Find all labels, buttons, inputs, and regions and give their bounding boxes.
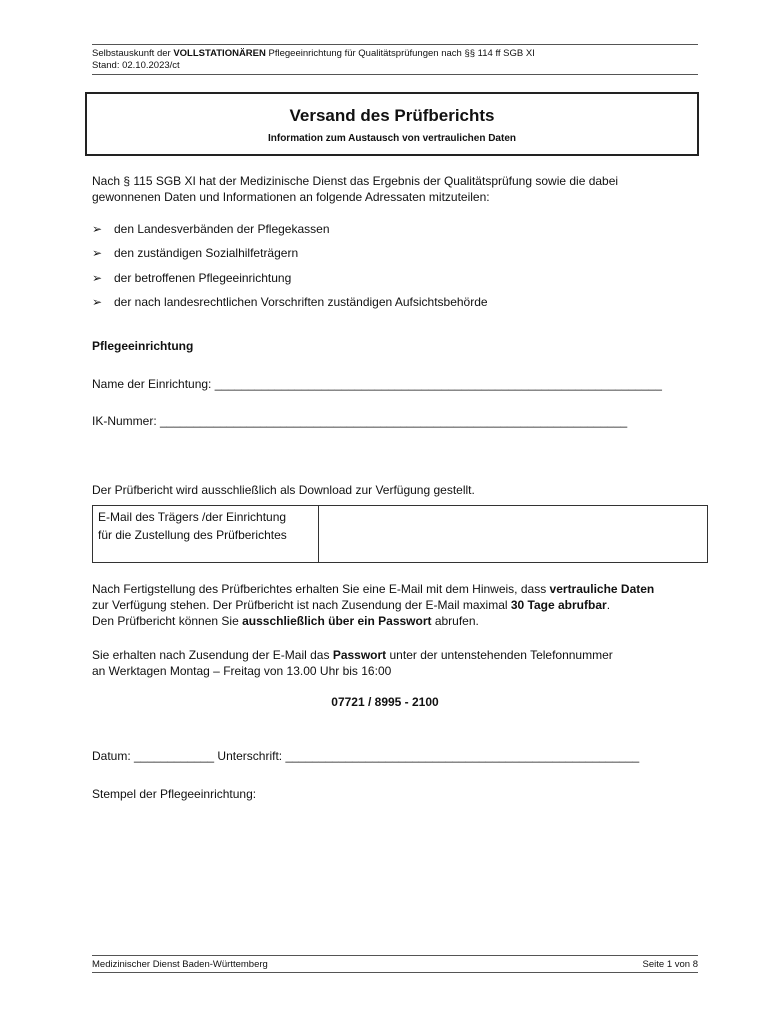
bullet-item: ➢ den zuständigen Sozialhilfeträgern (92, 246, 299, 260)
arrow-bullet-icon: ➢ (92, 246, 103, 260)
arrow-bullet-icon: ➢ (92, 271, 103, 285)
email-label-cell: E-Mail des Trägers /der Einrichtung für die Zustellung des Prüfberichtes (93, 506, 319, 562)
title-box (85, 92, 699, 156)
page-footer (92, 955, 698, 973)
arrow-bullet-icon: ➢ (92, 222, 103, 236)
email-table (92, 505, 708, 563)
bullet-item: ➢ der betroffenen Pflegeeinrichtung (92, 271, 292, 285)
phone-number: 07721 / 8995 - 2100 (331, 695, 439, 709)
intro-paragraph: Nach § 115 SGB XI hat der Medizinische Dienst das Ergebnis der Qualitätsprüfung sowie die dabei gewonnenen Daten und Informationen an folgende Adressaten mitzuteilen: (92, 174, 619, 204)
notification-paragraph: Nach Fertigstellung des Prüfberichtes erhalten Sie eine E-Mail mit dem Hinweis, dass vertrauliche Daten zur Verfügung stehen. Der Prüfbericht ist nach Zusendung der E-Mail maximal 30 Tage abrufbar. Den Prüfbericht können Sie ausschließlich über ein Passwort abrufen. (92, 582, 655, 628)
stamp-label: Stempel der Pflegeeinrichtung: (92, 787, 257, 801)
download-note: Der Prüfbericht wird ausschließlich als Download zur Verfügung gestellt. (92, 483, 475, 497)
page-subtitle: Information zum Austausch von vertraulichen Daten (267, 133, 516, 144)
page-title: Versand des Prüfberichts (289, 106, 495, 125)
footer-organization: Medizinischer Dienst Baden-Württemberg (92, 959, 268, 970)
bullet-item: ➢ den Landesverbänden der Pflegekassen (92, 222, 330, 236)
bullet-item: ➢ der nach landesrechtlichen Vorschriften zuständigen Aufsichtsbehörde (92, 295, 488, 309)
email-input-cell[interactable] (319, 506, 707, 562)
header-line-1: Selbstauskunft der VOLLSTATIONÄREN Pflegeeinrichtung für Qualitätsprüfungen nach §§ 114 ff SGB XI (92, 48, 535, 59)
arrow-bullet-icon: ➢ (92, 295, 103, 309)
section-title: Pflegeeinrichtung (92, 339, 194, 353)
signature-line[interactable]: Datum: ____________ Unterschrift: _____________________________________________________ (92, 749, 640, 763)
page-number: Seite 1 von 8 (642, 959, 698, 970)
page-header (92, 44, 698, 75)
facility-name-field[interactable]: Name der Einrichtung: ___________________________________________________________________ (92, 377, 662, 391)
ik-number-field[interactable]: IK-Nummer: ______________________________________________________________________ (92, 414, 628, 428)
header-line-2: Stand: 02.10.2023/ct (92, 60, 180, 71)
password-paragraph: Sie erhalten nach Zusendung der E-Mail das Passwort unter der untenstehenden Telefonnummer an Werktagen Montag – Freitag von 13.00 Uhr bis 16:00 (92, 648, 613, 678)
